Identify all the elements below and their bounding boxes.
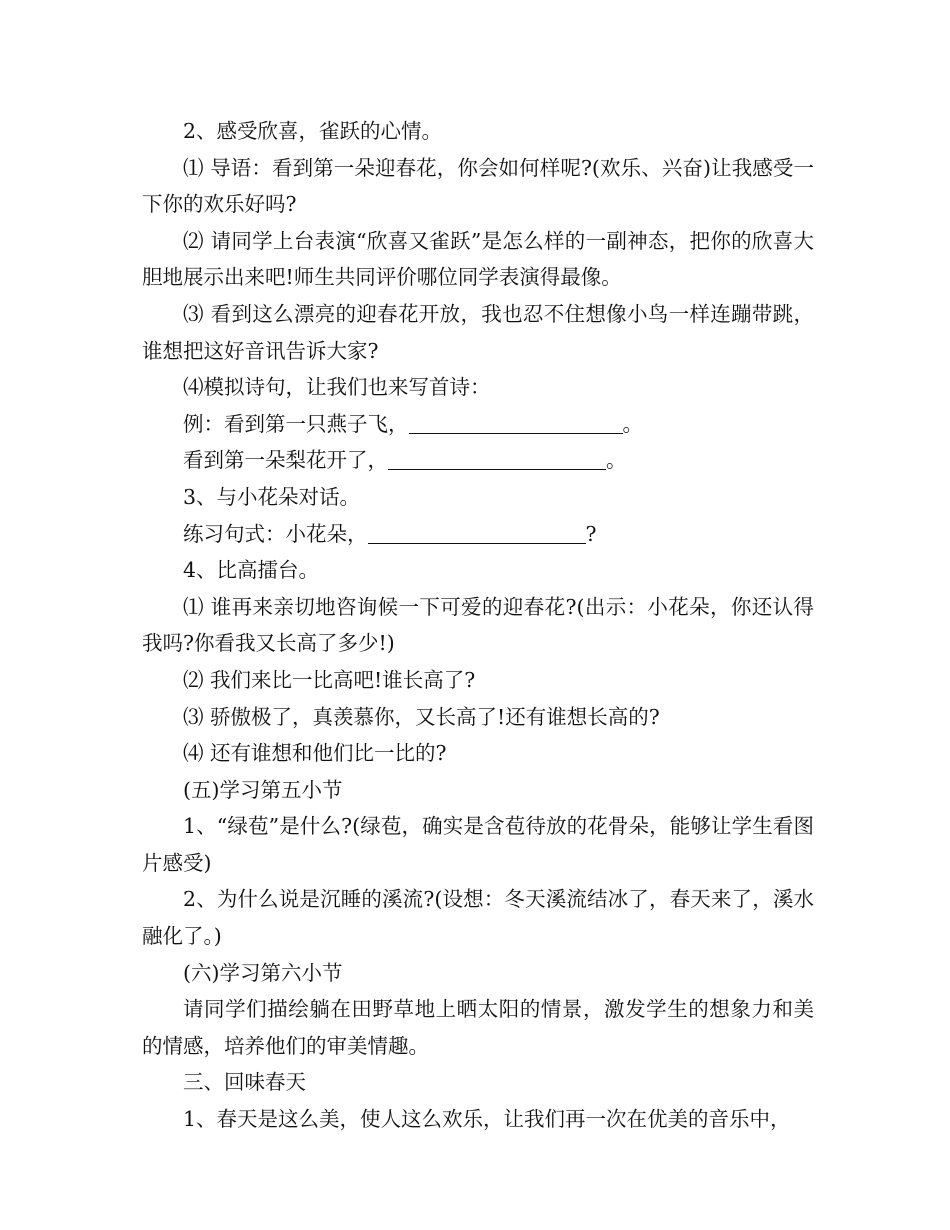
paragraph-part-6-body: 请同学们描绘躺在田野草地上晒太阳的情景，激发学生的想象力和美的情感，培养他们的审美情趣。 bbox=[142, 997, 814, 1058]
paragraph-height-item-3: ⑶ 骄傲极了，真羡慕你，又长高了!还有谁想长高的? bbox=[183, 704, 660, 729]
paragraph-item-2-performance: ⑵ 请同学上台表演“欣喜又雀跃”是怎么样的一副神态，把你的欣喜大胆地展示出来吧!师生共同评价哪位同学表演得最像。 bbox=[142, 228, 814, 290]
example-pear-end: 。 bbox=[606, 448, 627, 473]
fill-in-blank-line bbox=[388, 449, 606, 470]
paragraph-item-3-news: ⑶ 看到这么漂亮的迎春花开放，我也忍不住想像小鸟一样连蹦带跳，谁想把这好音讯告诉大家? bbox=[142, 301, 814, 363]
example-swallow-text: 例：看到第一只燕子飞， bbox=[183, 411, 409, 436]
example-swallow-end: 。 bbox=[622, 411, 643, 436]
paragraph-height-item-4: ⑷ 还有谁想和他们比一比的? bbox=[183, 741, 447, 766]
paragraph-item-1-intro: ⑴ 导语：看到第一朵迎春花，你会如何样呢?(欢乐、兴奋)让我感受一下你的欢乐好吗? bbox=[142, 155, 814, 217]
fill-in-blank-line bbox=[409, 413, 623, 434]
paragraph-part-5-item-1: 1、“绿苞”是什么?(绿苞，确实是含苞待放的花骨朵，能够让学生看图片感受) bbox=[142, 814, 814, 875]
paragraph-section-2-heading: 2、感受欣喜，雀跃的心情。 bbox=[183, 119, 443, 143]
paragraph-part-5-heading: (五)学习第五小节 bbox=[183, 777, 343, 802]
fill-in-blank-line bbox=[368, 523, 586, 544]
paragraph-height-item-2: ⑵ 我们来比一比高吧!谁长高了? bbox=[183, 667, 476, 692]
example-pear-text: 看到第一朵梨花开了， bbox=[183, 448, 388, 473]
paragraph-section-three-heading: 三、回味春天 bbox=[183, 1070, 306, 1095]
paragraph-section-3-heading: 3、与小花朵对话。 bbox=[183, 484, 361, 509]
paragraph-item-4-poem: ⑷模拟诗句，让我们也来写首诗： bbox=[183, 375, 491, 400]
document-body bbox=[142, 113, 814, 1138]
paragraph-part-5-item-2: 2、为什么说是沉睡的溪流?(设想：冬天溪流结冰了，春天来了，溪水融化了。) bbox=[142, 887, 814, 949]
paragraph-section-4-heading: 4、比高擂台。 bbox=[183, 558, 320, 583]
paragraph-height-item-1: ⑴ 谁再来亲切地咨询候一下可爱的迎春花?(出示：小花朵，你还认得我吗?你看我又长高了多少!) bbox=[142, 594, 814, 656]
paragraph-sentence-practice bbox=[142, 516, 814, 553]
paragraph-section-three-item-1: 1、春天是这么美，使人这么欢乐，让我们再一次在优美的音乐中， bbox=[183, 1107, 791, 1132]
paragraph-example-pear bbox=[142, 442, 814, 479]
paragraph-example-swallow bbox=[142, 406, 814, 443]
sentence-practice-text: 练习句式：小花朵， bbox=[183, 521, 368, 546]
paragraph-part-6-heading: (六)学习第六小节 bbox=[183, 960, 343, 985]
sentence-practice-end: ? bbox=[585, 521, 597, 546]
